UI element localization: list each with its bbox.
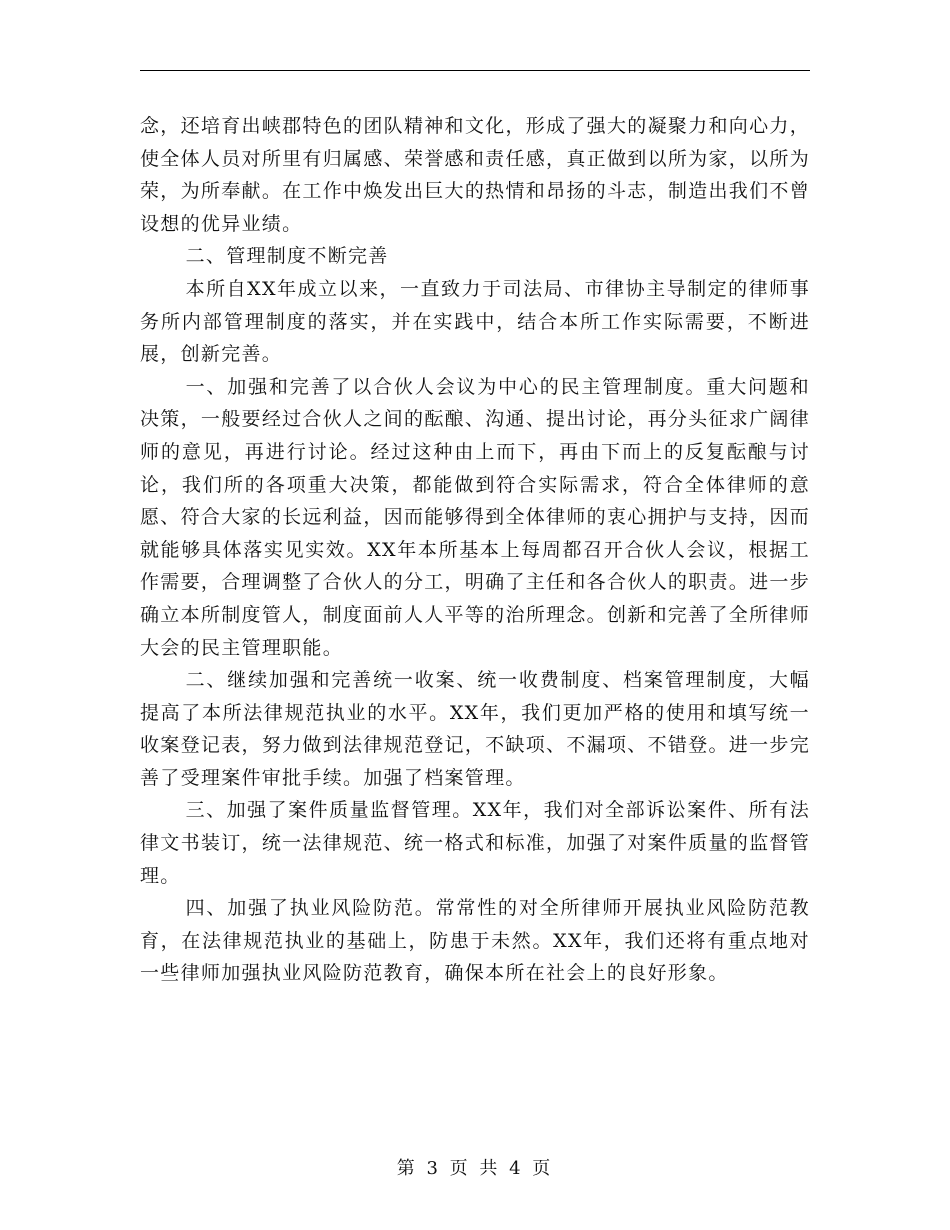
footer-suffix: 页 <box>532 1158 554 1179</box>
paragraph-item-2: 二、继续加强和完善统一收案、统一收费制度、档案管理制度，大幅提高了本所法律规范执业的水平。XX年，我们更加严格的使用和填写统一收案登记表，努力做到法律规范登记，不缺项、不漏项、不错登。进一步完善了受理案件审批手续。加强了档案管理。 <box>140 669 810 789</box>
paragraph-intro: 本所自XX年成立以来，一直致力于司法局、市律协主导制定的律师事务所内部管理制度的落实，并在实践中，结合本所工作实际需要，不断进展，创新完善。 <box>140 277 810 366</box>
header-rule <box>140 70 810 71</box>
footer-current-page: 3 <box>426 1158 441 1179</box>
document-body <box>140 110 810 990</box>
paragraph-item-4: 四、加强了执业风险防范。常常性的对全所律师开展执业风险防范教育，在法律规范执业的基础上，防患于未然。XX年，我们还将有重点地对一些律师加强执业风险防范教育，确保本所在社会上的良好形象。 <box>140 897 810 985</box>
footer-middle: 页 共 <box>449 1158 501 1179</box>
paragraph-item-3: 三、加强了案件质量监督管理。XX年，我们对全部诉讼案件、所有法律文书装订，统一法律规范、统一格式和标准，加强了对案件质量的监督管理。 <box>140 799 810 887</box>
footer-total-pages: 4 <box>509 1158 524 1179</box>
paragraph-item-1: 一、加强和完善了以合伙人会议为中心的民主管理制度。重大问题和决策，一般要经过合伙人之间的酝酿、沟通、提出讨论，再分头征求广阔律师的意见，再进行讨论。经过这种由上而下，再由下而上的反复酝酿与讨论，我们所的各项重大决策，都能做到符合实际需求，符合全体律师的意愿、符合大家的长远利益，因而能够得到全体律师的衷心拥护与支持，因而就能够具体落实见实效。XX年本所基本上每周都召开合伙人会议，根据工作需要，合理调整了合伙人的分工，明确了主任和各合伙人的职责。进一步确立本所制度管人，制度面前人人平等的治所理念。创新和完善了全所律师大会的民主管理职能。 <box>140 375 810 659</box>
section-heading-management: 二、管理制度不断完善 <box>185 245 389 268</box>
footer-prefix: 第 <box>396 1158 418 1179</box>
paragraph-continuation: 念，还培育出峡郡特色的团队精神和文化，形成了强大的凝聚力和向心力，使全体人员对所里有归属感、荣誉感和责任感，真正做到以所为家，以所为荣，为所奉献。在工作中焕发出巨大的热情和昂扬的斗志，制造出我们不曾设想的优异业绩。 <box>140 115 810 235</box>
page-footer <box>0 1154 950 1180</box>
